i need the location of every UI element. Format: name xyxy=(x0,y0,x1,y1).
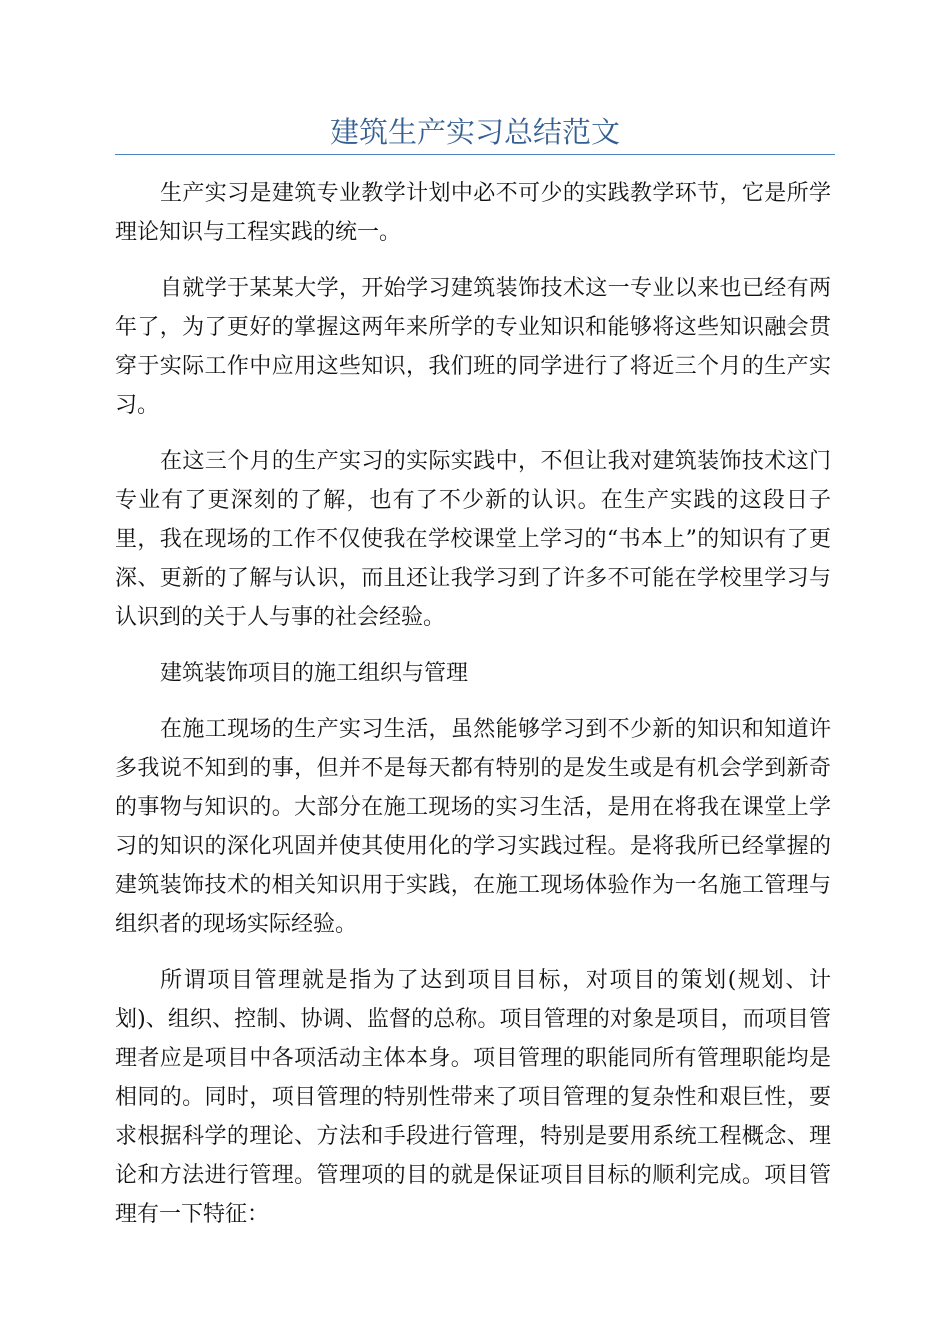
paragraph-study-background: 自就学于某某大学，开始学习建筑装饰技术这一专业以来也已经有两年了，为了更好的掌握这两年来所学的专业知识和能够将这些知识融会贯穿于实际工作中应用这些知识，我们班的同学进行了将近三个月的生产实习。 xyxy=(115,276,831,418)
paragraph-intro: 生产实习是建筑专业教学计划中必不可少的实践教学环节，它是所学理论知识与工程实践的统一。 xyxy=(115,181,831,245)
paragraph-project-management: 所谓项目管理就是指为了达到项目目标，对项目的策划(规划、计划)、组织、控制、协调、监督的总称。项目管理的对象是项目，而项目管理者应是项目中各项活动主体本身。项目管理的职能同所有管理职能均是相同的。同时，项目管理的特别性带来了项目管理的复杂性和艰巨性，要求根据科学的理论、方法和手段进行管理，特别是要用系统工程概念、理论和方法进行管理。管理项的目的就是保证项目目标的顺利完成。项目管理有一下特征： xyxy=(115,968,831,1227)
paragraph-site-life: 在施工现场的生产实习生活，虽然能够学习到不少新的知识和知道许多我说不知到的事，但并不是每天都有特别的是发生或是有机会学到新奇的事物与知识的。大部分在施工现场的实习生活，是用在将我在课堂上学习的知识的深化巩固并使其使用化的学习实践过程。是将我所已经掌握的建筑装饰技术的相关知识用于实践，在施工现场体验作为一名施工管理与组织者的现场实际经验。 xyxy=(115,717,831,937)
paragraph-practice-gains: 在这三个月的生产实习的实际实践中，不但让我对建筑装饰技术这门专业有了更深刻的了解，也有了不少新的认识。在生产实践的这段日子里，我在现场的工作不仅使我在学校课堂上学习的“书本上”的知识有了更深、更新的了解与认识，而且还让我学习到了许多不可能在学校里学习与认识到的关于人与事的社会经验。 xyxy=(115,449,831,630)
document-body xyxy=(115,174,831,1251)
title-underline xyxy=(115,154,835,155)
document-title: 建筑生产实习总结范文 xyxy=(329,115,620,149)
section-heading: 建筑装饰项目的施工组织与管理 xyxy=(160,661,469,686)
